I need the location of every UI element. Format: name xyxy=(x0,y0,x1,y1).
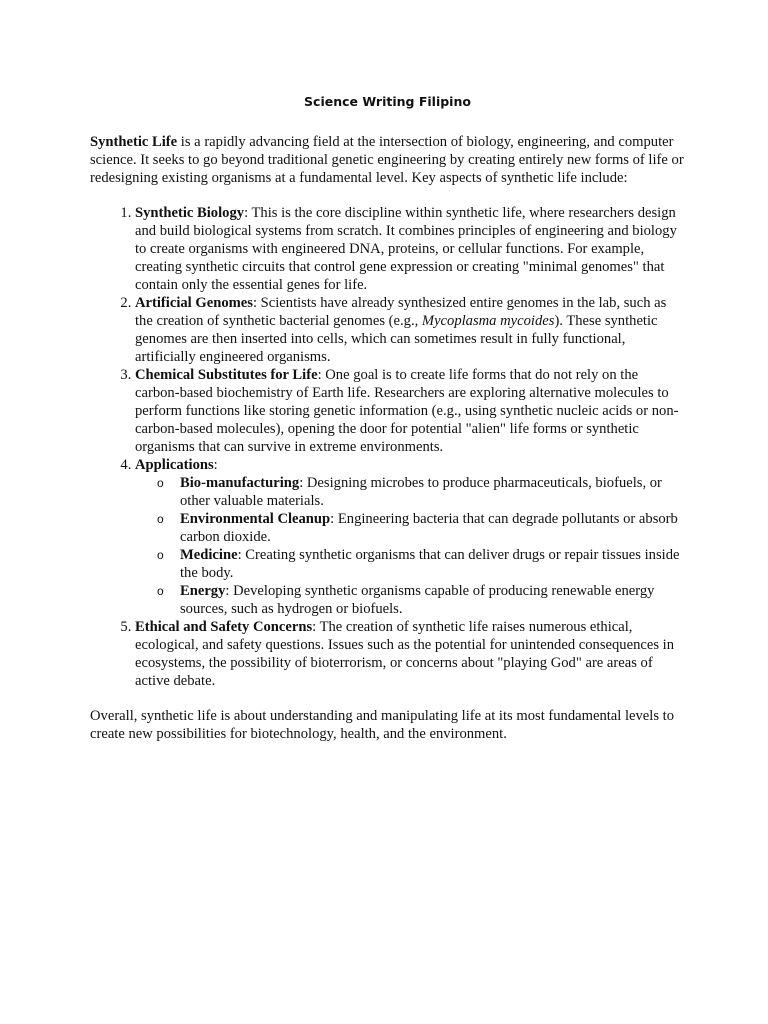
circle-bullet-icon: o xyxy=(157,584,164,598)
item-term: Synthetic Biology xyxy=(135,205,245,221)
item-text: ). These synthetic genomes are then inserted into cells, which can sometimes result in fully functional, artificially engineered organisms. xyxy=(135,313,658,365)
sub-item-energy xyxy=(157,582,685,618)
item-text: : xyxy=(213,457,218,473)
list-item-applications xyxy=(135,456,685,618)
circle-bullet-icon: o xyxy=(157,476,164,490)
conclusion-paragraph: Overall, synthetic life is about understanding and manipulating life at its most fundamental levels to create new possibilities for biotechnology, health, and the environment. xyxy=(90,708,675,742)
item-italic-species: Mycoplasma mycoides xyxy=(421,313,555,329)
sub-item-term: Energy xyxy=(180,583,226,599)
key-aspects-list xyxy=(90,204,685,690)
sub-item-text: : Creating synthetic organisms that can deliver drugs or repair tissues inside the body. xyxy=(180,547,680,581)
item-text: : Scientists have already synthesized entire genomes in the lab, such as the creation of synthetic bacterial genomes (e.g., xyxy=(135,295,667,329)
item-term: Applications xyxy=(135,457,214,473)
item-term: Ethical and Safety Concerns xyxy=(135,619,313,635)
intro-text: is a rapidly advancing field at the intersection of biology, engineering, and computer science. It seeks to go beyond traditional genetic engineering by creating entirely new forms of life or redesigning existing organisms at a fundamental level. Key aspects of synthetic life include: xyxy=(90,134,684,186)
sub-item-text: : Designing microbes to produce pharmaceuticals, biofuels, or other valuable materials. xyxy=(180,475,662,509)
list-item-synthetic-biology xyxy=(135,204,685,294)
sub-item-text: : Engineering bacteria that can degrade pollutants or absorb carbon dioxide. xyxy=(180,511,678,545)
circle-bullet-icon: o xyxy=(157,548,164,562)
sub-item-term: Medicine xyxy=(180,547,238,563)
list-item-artificial-genomes xyxy=(135,294,685,366)
sub-item-medicine xyxy=(157,546,685,582)
list-item-ethical-safety xyxy=(135,618,685,690)
item-term: Artificial Genomes xyxy=(135,295,253,311)
applications-sublist xyxy=(135,474,685,618)
document-title: Science Writing Filipino xyxy=(304,94,471,109)
sub-item-term: Environmental Cleanup xyxy=(180,511,331,527)
list-item-chemical-substitutes xyxy=(135,366,685,456)
intro-paragraph xyxy=(90,133,685,187)
sub-item-text: : Developing synthetic organisms capable of producing renewable energy sources, such as hydrogen or biofuels. xyxy=(180,583,655,617)
sub-item-term: Bio-manufacturing xyxy=(180,475,300,491)
item-text: : This is the core discipline within synthetic life, where researchers design and build biological systems from scratch. It combines principles of engineering and biology to create organisms with engineered DNA, proteins, or cellular functions. For example, creating synthetic circuits that control gene expression or creating "minimal genomes" that contain only the essential genes for life. xyxy=(135,205,677,293)
document-page xyxy=(90,93,685,743)
item-term: Chemical Substitutes for Life xyxy=(135,367,318,383)
intro-term: Synthetic Life xyxy=(90,134,178,150)
circle-bullet-icon: o xyxy=(157,512,164,526)
item-text: : The creation of synthetic life raises numerous ethical, ecological, and safety questions. Issues such as the potential for unintended consequences in ecosystems, the possibility of bioterrorism, or concerns about "playing God" are areas of active debate. xyxy=(135,619,675,689)
item-text: : One goal is to create life forms that do not rely on the carbon-based biochemistry of Earth life. Researchers are exploring alternative molecules to perform functions like storing genetic information (e.g., using synthetic nucleic acids or non-carbon-based molecules), opening the door for potential "alien" life forms or synthetic organisms that can survive in extreme environments. xyxy=(135,367,679,455)
sub-item-environmental-cleanup xyxy=(157,510,685,546)
sub-item-bio-manufacturing xyxy=(157,474,685,510)
